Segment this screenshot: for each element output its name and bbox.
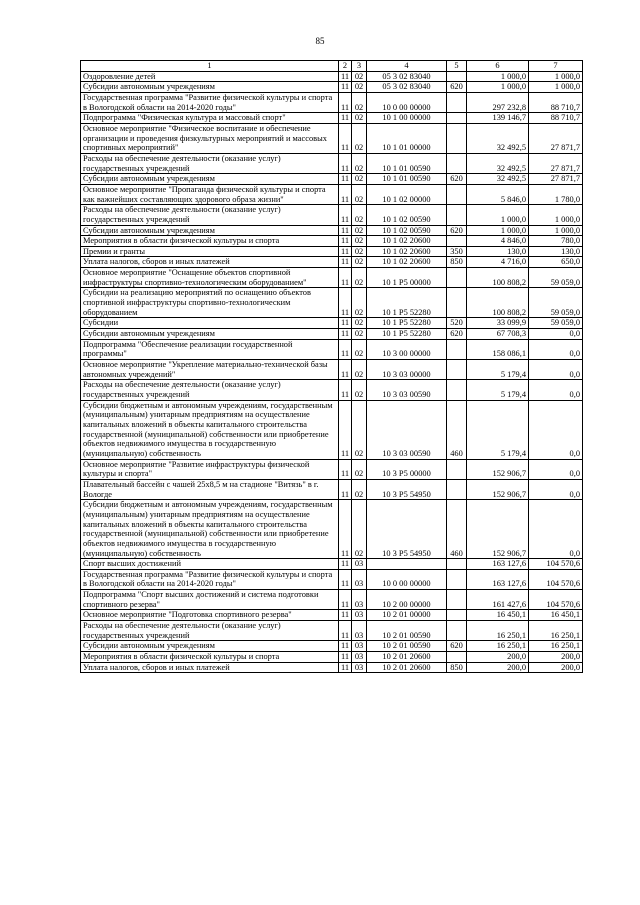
row-name-cell: Субсидии бюджетным и автономным учреждениям, государственным (муниципальным) унитарным предприятиям на осуществление капитальных вложений в объекты капитального строительства государственной (муниципальной) собственности или приобретение объектов недвижимого имущества в государственную (муниципальную) собственность: [81, 400, 339, 459]
section-code-cell: 11: [339, 569, 352, 589]
subsection-code-cell: 02: [352, 174, 367, 185]
row-name-cell: Субсидии на реализацию мероприятий по оснащению объектов спортивной инфраструктуры спортивно-технологическим оборудованием: [81, 288, 339, 318]
target-article-cell: 10 1 02 00590: [367, 225, 447, 236]
amount-second-year-cell: 16 250,1: [529, 641, 583, 652]
subsection-code-cell: 03: [352, 590, 367, 610]
row-name-cell: Оздоровление детей: [81, 71, 339, 82]
subsection-code-cell: 02: [352, 479, 367, 499]
expense-type-cell: [447, 569, 467, 589]
subsection-code-cell: 02: [352, 268, 367, 288]
row-name-cell: Подпрограмма "Физическая культура и массовый спорт": [81, 113, 339, 124]
budget-table: [80, 60, 583, 673]
table-row: [81, 360, 583, 380]
row-name-cell: Мероприятия в области физической культуры и спорта: [81, 652, 339, 663]
table-row: [81, 590, 583, 610]
amount-first-year-cell: 16 450,1: [467, 610, 529, 621]
row-name-cell: Подпрограмма "Обеспечение реализации государственной программы": [81, 339, 339, 359]
section-code-cell: 11: [339, 400, 352, 459]
amount-first-year-cell: 152 906,7: [467, 500, 529, 559]
table-row: [81, 380, 583, 400]
target-article-cell: 05 3 02 83040: [367, 71, 447, 82]
section-code-cell: 11: [339, 479, 352, 499]
row-name-cell: Уплата налогов, сборов и иных платежей: [81, 257, 339, 268]
table-row: [81, 459, 583, 479]
amount-first-year-cell: 200,0: [467, 662, 529, 673]
section-code-cell: 11: [339, 82, 352, 93]
table-row: [81, 184, 583, 204]
section-code-cell: 11: [339, 184, 352, 204]
amount-first-year-cell: 16 250,1: [467, 621, 529, 641]
amount-first-year-cell: 152 906,7: [467, 459, 529, 479]
expense-type-cell: [447, 590, 467, 610]
amount-first-year-cell: 163 127,6: [467, 559, 529, 570]
amount-first-year-cell: 32 492,5: [467, 123, 529, 153]
expense-type-cell: [447, 113, 467, 124]
expense-type-cell: [447, 268, 467, 288]
table-row: [81, 82, 583, 93]
row-name-cell: Субсидии автономным учреждениям: [81, 82, 339, 93]
expense-type-cell: [447, 339, 467, 359]
target-article-cell: 10 2 01 00000: [367, 610, 447, 621]
section-code-cell: 11: [339, 225, 352, 236]
table-row: [81, 610, 583, 621]
subsection-code-cell: 02: [352, 205, 367, 225]
subsection-code-cell: 02: [352, 71, 367, 82]
amount-second-year-cell: 27 871,7: [529, 174, 583, 185]
amount-second-year-cell: 780,0: [529, 236, 583, 247]
table-row: [81, 652, 583, 663]
section-code-cell: 11: [339, 641, 352, 652]
table-row: [81, 621, 583, 641]
amount-second-year-cell: 0,0: [529, 380, 583, 400]
row-name-cell: Мероприятия в области физической культуры и спорта: [81, 236, 339, 247]
row-name-cell: Уплата налогов, сборов и иных платежей: [81, 662, 339, 673]
section-code-cell: 11: [339, 205, 352, 225]
amount-second-year-cell: 16 450,1: [529, 610, 583, 621]
expense-type-cell: [447, 479, 467, 499]
section-code-cell: 11: [339, 246, 352, 257]
section-code-cell: 11: [339, 662, 352, 673]
target-article-cell: 10 2 01 00590: [367, 641, 447, 652]
expense-type-cell: 620: [447, 174, 467, 185]
target-article-cell: 10 3 03 00590: [367, 380, 447, 400]
section-code-cell: 11: [339, 329, 352, 340]
row-name-cell: Субсидии: [81, 318, 339, 329]
expense-type-cell: [447, 610, 467, 621]
column-header: 2: [339, 61, 352, 72]
amount-second-year-cell: 0,0: [529, 479, 583, 499]
section-code-cell: 11: [339, 113, 352, 124]
row-name-cell: Плавательный бассейн с чашей 25х8,5 м на стадионе "Витязь" в г. Вологде: [81, 479, 339, 499]
section-code-cell: 11: [339, 288, 352, 318]
row-name-cell: Основное мероприятие "Оснащение объектов спортивной инфраструктуры спортивно-технологическим оборудованием": [81, 268, 339, 288]
expense-type-cell: [447, 205, 467, 225]
page-number: 85: [315, 36, 325, 46]
amount-second-year-cell: 0,0: [529, 339, 583, 359]
section-code-cell: 11: [339, 339, 352, 359]
row-name-cell: Премии и гранты: [81, 246, 339, 257]
table-row: [81, 569, 583, 589]
expense-type-cell: [447, 153, 467, 173]
amount-first-year-cell: 16 250,1: [467, 641, 529, 652]
target-article-cell: [367, 559, 447, 570]
table-row: [81, 662, 583, 673]
subsection-code-cell: 02: [352, 339, 367, 359]
subsection-code-cell: 03: [352, 662, 367, 673]
amount-first-year-cell: 1 000,0: [467, 205, 529, 225]
row-name-cell: Расходы на обеспечение деятельности (оказание услуг) государственных учреждений: [81, 205, 339, 225]
table-row: [81, 225, 583, 236]
section-code-cell: 11: [339, 610, 352, 621]
subsection-code-cell: 02: [352, 113, 367, 124]
expense-type-cell: [447, 123, 467, 153]
subsection-code-cell: 03: [352, 652, 367, 663]
row-name-cell: Подпрограмма "Спорт высших достижений и система подготовки спортивного резерва": [81, 590, 339, 610]
subsection-code-cell: 02: [352, 225, 367, 236]
subsection-code-cell: 02: [352, 257, 367, 268]
subsection-code-cell: 02: [352, 236, 367, 247]
amount-second-year-cell: 0,0: [529, 500, 583, 559]
row-name-cell: Расходы на обеспечение деятельности (оказание услуг) государственных учреждений: [81, 153, 339, 173]
target-article-cell: 10 0 00 00000: [367, 569, 447, 589]
subsection-code-cell: 02: [352, 82, 367, 93]
expense-type-cell: 620: [447, 641, 467, 652]
table-row: [81, 236, 583, 247]
expense-type-cell: [447, 459, 467, 479]
table-row: [81, 246, 583, 257]
amount-second-year-cell: 27 871,7: [529, 123, 583, 153]
section-code-cell: 11: [339, 318, 352, 329]
amount-second-year-cell: 88 710,7: [529, 113, 583, 124]
expense-type-cell: 620: [447, 329, 467, 340]
target-article-cell: 10 3 P5 54950: [367, 500, 447, 559]
amount-first-year-cell: 32 492,5: [467, 153, 529, 173]
amount-first-year-cell: 1 000,0: [467, 82, 529, 93]
subsection-code-cell: 02: [352, 459, 367, 479]
subsection-code-cell: 03: [352, 610, 367, 621]
amount-second-year-cell: 0,0: [529, 329, 583, 340]
amount-first-year-cell: 4 846,0: [467, 236, 529, 247]
amount-second-year-cell: 1 000,0: [529, 71, 583, 82]
target-article-cell: 10 2 01 20600: [367, 652, 447, 663]
table-row: [81, 92, 583, 112]
amount-second-year-cell: 200,0: [529, 652, 583, 663]
amount-second-year-cell: 650,0: [529, 257, 583, 268]
amount-second-year-cell: 16 250,1: [529, 621, 583, 641]
table-row: [81, 400, 583, 459]
target-article-cell: 10 1 00 00000: [367, 113, 447, 124]
amount-first-year-cell: 1 000,0: [467, 71, 529, 82]
target-article-cell: 10 1 02 20600: [367, 257, 447, 268]
expense-type-cell: 460: [447, 500, 467, 559]
amount-second-year-cell: 59 059,0: [529, 288, 583, 318]
row-name-cell: Государственная программа "Развитие физической культуры и спорта в Вологодской области на 2014-2020 годы": [81, 569, 339, 589]
subsection-code-cell: 02: [352, 184, 367, 204]
expense-type-cell: [447, 360, 467, 380]
amount-first-year-cell: 5 846,0: [467, 184, 529, 204]
subsection-code-cell: 03: [352, 569, 367, 589]
subsection-code-cell: 02: [352, 329, 367, 340]
subsection-code-cell: 03: [352, 559, 367, 570]
table-row: [81, 339, 583, 359]
expense-type-cell: 620: [447, 225, 467, 236]
table-row: [81, 123, 583, 153]
row-name-cell: Субсидии автономным учреждениям: [81, 174, 339, 185]
section-code-cell: 11: [339, 268, 352, 288]
section-code-cell: 11: [339, 559, 352, 570]
column-header: 3: [352, 61, 367, 72]
row-name-cell: Государственная программа "Развитие физической культуры и спорта в Вологодской области на 2014-2020 годы": [81, 92, 339, 112]
subsection-code-cell: 03: [352, 621, 367, 641]
expense-type-cell: [447, 236, 467, 247]
column-header: 6: [467, 61, 529, 72]
target-article-cell: 10 1 02 20600: [367, 246, 447, 257]
row-name-cell: Субсидии автономным учреждениям: [81, 329, 339, 340]
amount-second-year-cell: 1 000,0: [529, 225, 583, 236]
row-name-cell: Основное мероприятие "Физическое воспитание и обеспечение организации и проведения физкультурных мероприятий и массовых спортивных мероприятий": [81, 123, 339, 153]
expense-type-cell: [447, 380, 467, 400]
amount-second-year-cell: 104 570,6: [529, 590, 583, 610]
amount-second-year-cell: 130,0: [529, 246, 583, 257]
amount-first-year-cell: 163 127,6: [467, 569, 529, 589]
table-row: [81, 318, 583, 329]
amount-first-year-cell: 200,0: [467, 652, 529, 663]
subsection-code-cell: 02: [352, 400, 367, 459]
subsection-code-cell: 02: [352, 380, 367, 400]
section-code-cell: 11: [339, 621, 352, 641]
section-code-cell: 11: [339, 459, 352, 479]
subsection-code-cell: 03: [352, 641, 367, 652]
expense-type-cell: [447, 184, 467, 204]
target-article-cell: 10 1 P5 52280: [367, 329, 447, 340]
amount-second-year-cell: 1 000,0: [529, 82, 583, 93]
table-row: [81, 113, 583, 124]
target-article-cell: 10 1 01 00590: [367, 153, 447, 173]
table-row: [81, 71, 583, 82]
target-article-cell: 10 3 P5 54950: [367, 479, 447, 499]
table-row: [81, 329, 583, 340]
column-header: 4: [367, 61, 447, 72]
target-article-cell: 10 1 02 00000: [367, 184, 447, 204]
amount-first-year-cell: 5 179,4: [467, 360, 529, 380]
target-article-cell: 10 1 02 20600: [367, 236, 447, 247]
table-row: [81, 257, 583, 268]
amount-first-year-cell: 5 179,4: [467, 380, 529, 400]
section-code-cell: 11: [339, 257, 352, 268]
amount-second-year-cell: 0,0: [529, 400, 583, 459]
subsection-code-cell: 02: [352, 500, 367, 559]
row-name-cell: Субсидии автономным учреждениям: [81, 641, 339, 652]
expense-type-cell: [447, 652, 467, 663]
subsection-code-cell: 02: [352, 288, 367, 318]
subsection-code-cell: 02: [352, 318, 367, 329]
column-header: 5: [447, 61, 467, 72]
section-code-cell: 11: [339, 652, 352, 663]
subsection-code-cell: 02: [352, 153, 367, 173]
table-row: [81, 500, 583, 559]
target-article-cell: 10 2 00 00000: [367, 590, 447, 610]
amount-first-year-cell: 4 716,0: [467, 257, 529, 268]
amount-second-year-cell: 0,0: [529, 459, 583, 479]
expense-type-cell: 460: [447, 400, 467, 459]
amount-first-year-cell: 130,0: [467, 246, 529, 257]
amount-first-year-cell: 158 086,1: [467, 339, 529, 359]
column-header: 7: [529, 61, 583, 72]
column-number-row: [81, 61, 583, 72]
section-code-cell: 11: [339, 123, 352, 153]
row-name-cell: Субсидии бюджетным и автономным учреждениям, государственным (муниципальным) унитарным предприятиям на осуществление капитальных вложений в объекты капитального строительства государственной (муниципальной) собственности или приобретение объектов недвижимого имущества в государственную (муниципальную) собственность: [81, 500, 339, 559]
row-name-cell: Основное мероприятие "Укрепление материально-технической базы автономных учреждений": [81, 360, 339, 380]
amount-second-year-cell: 59 059,0: [529, 318, 583, 329]
section-code-cell: 11: [339, 590, 352, 610]
amount-first-year-cell: 32 492,5: [467, 174, 529, 185]
amount-second-year-cell: 1 000,0: [529, 205, 583, 225]
row-name-cell: Основное мероприятие "Развитие инфраструктуры физической культуры и спорта": [81, 459, 339, 479]
target-article-cell: 10 1 01 00590: [367, 174, 447, 185]
expense-type-cell: 850: [447, 662, 467, 673]
amount-second-year-cell: 1 780,0: [529, 184, 583, 204]
table-row: [81, 153, 583, 173]
amount-first-year-cell: 100 808,2: [467, 268, 529, 288]
amount-first-year-cell: 100 808,2: [467, 288, 529, 318]
expense-type-cell: 520: [447, 318, 467, 329]
amount-second-year-cell: 104 570,6: [529, 569, 583, 589]
target-article-cell: 10 1 P5 00000: [367, 268, 447, 288]
section-code-cell: 11: [339, 380, 352, 400]
amount-first-year-cell: 161 427,6: [467, 590, 529, 610]
table-row: [81, 174, 583, 185]
row-name-cell: Расходы на обеспечение деятельности (оказание услуг) государственных учреждений: [81, 621, 339, 641]
amount-second-year-cell: 104 570,6: [529, 559, 583, 570]
subsection-code-cell: 02: [352, 123, 367, 153]
amount-first-year-cell: 297 232,8: [467, 92, 529, 112]
target-article-cell: 10 1 P5 52280: [367, 288, 447, 318]
table-row: [81, 479, 583, 499]
table-row: [81, 641, 583, 652]
expense-type-cell: [447, 621, 467, 641]
expense-type-cell: 350: [447, 246, 467, 257]
target-article-cell: 10 1 01 00000: [367, 123, 447, 153]
amount-second-year-cell: 200,0: [529, 662, 583, 673]
table-row: [81, 268, 583, 288]
section-code-cell: 11: [339, 236, 352, 247]
amount-first-year-cell: 33 099,9: [467, 318, 529, 329]
row-name-cell: Спорт высших достижений: [81, 559, 339, 570]
target-article-cell: 10 3 03 00000: [367, 360, 447, 380]
section-code-cell: 11: [339, 500, 352, 559]
row-name-cell: Субсидии автономным учреждениям: [81, 225, 339, 236]
amount-second-year-cell: 88 710,7: [529, 92, 583, 112]
target-article-cell: 10 3 03 00590: [367, 400, 447, 459]
table-row: [81, 559, 583, 570]
target-article-cell: 10 2 01 00590: [367, 621, 447, 641]
subsection-code-cell: 02: [352, 360, 367, 380]
amount-second-year-cell: 59 059,0: [529, 268, 583, 288]
expense-type-cell: [447, 559, 467, 570]
table-row: [81, 288, 583, 318]
expense-type-cell: 850: [447, 257, 467, 268]
column-header: 1: [81, 61, 339, 72]
amount-second-year-cell: 0,0: [529, 360, 583, 380]
amount-first-year-cell: 5 179,4: [467, 400, 529, 459]
section-code-cell: 11: [339, 360, 352, 380]
amount-first-year-cell: 1 000,0: [467, 225, 529, 236]
table-body: [81, 71, 583, 673]
amount-first-year-cell: 152 906,7: [467, 479, 529, 499]
subsection-code-cell: 02: [352, 246, 367, 257]
section-code-cell: 11: [339, 92, 352, 112]
amount-first-year-cell: 67 708,3: [467, 329, 529, 340]
target-article-cell: 10 1 P5 52280: [367, 318, 447, 329]
expense-type-cell: [447, 92, 467, 112]
row-name-cell: Основное мероприятие "Подготовка спортивного резерва": [81, 610, 339, 621]
target-article-cell: 10 3 P5 00000: [367, 459, 447, 479]
expense-type-cell: [447, 288, 467, 318]
section-code-cell: 11: [339, 174, 352, 185]
row-name-cell: Расходы на обеспечение деятельности (оказание услуг) государственных учреждений: [81, 380, 339, 400]
expense-type-cell: 620: [447, 82, 467, 93]
target-article-cell: 10 3 00 00000: [367, 339, 447, 359]
section-code-cell: 11: [339, 71, 352, 82]
amount-second-year-cell: 27 871,7: [529, 153, 583, 173]
expense-type-cell: [447, 71, 467, 82]
target-article-cell: 10 2 01 20600: [367, 662, 447, 673]
target-article-cell: 10 0 00 00000: [367, 92, 447, 112]
table-row: [81, 205, 583, 225]
section-code-cell: 11: [339, 153, 352, 173]
target-article-cell: 05 3 02 83040: [367, 82, 447, 93]
row-name-cell: Основное мероприятие "Пропаганда физической культуры и спорта как важнейших составляющих здорового образа жизни": [81, 184, 339, 204]
subsection-code-cell: 02: [352, 92, 367, 112]
amount-first-year-cell: 139 146,7: [467, 113, 529, 124]
target-article-cell: 10 1 02 00590: [367, 205, 447, 225]
